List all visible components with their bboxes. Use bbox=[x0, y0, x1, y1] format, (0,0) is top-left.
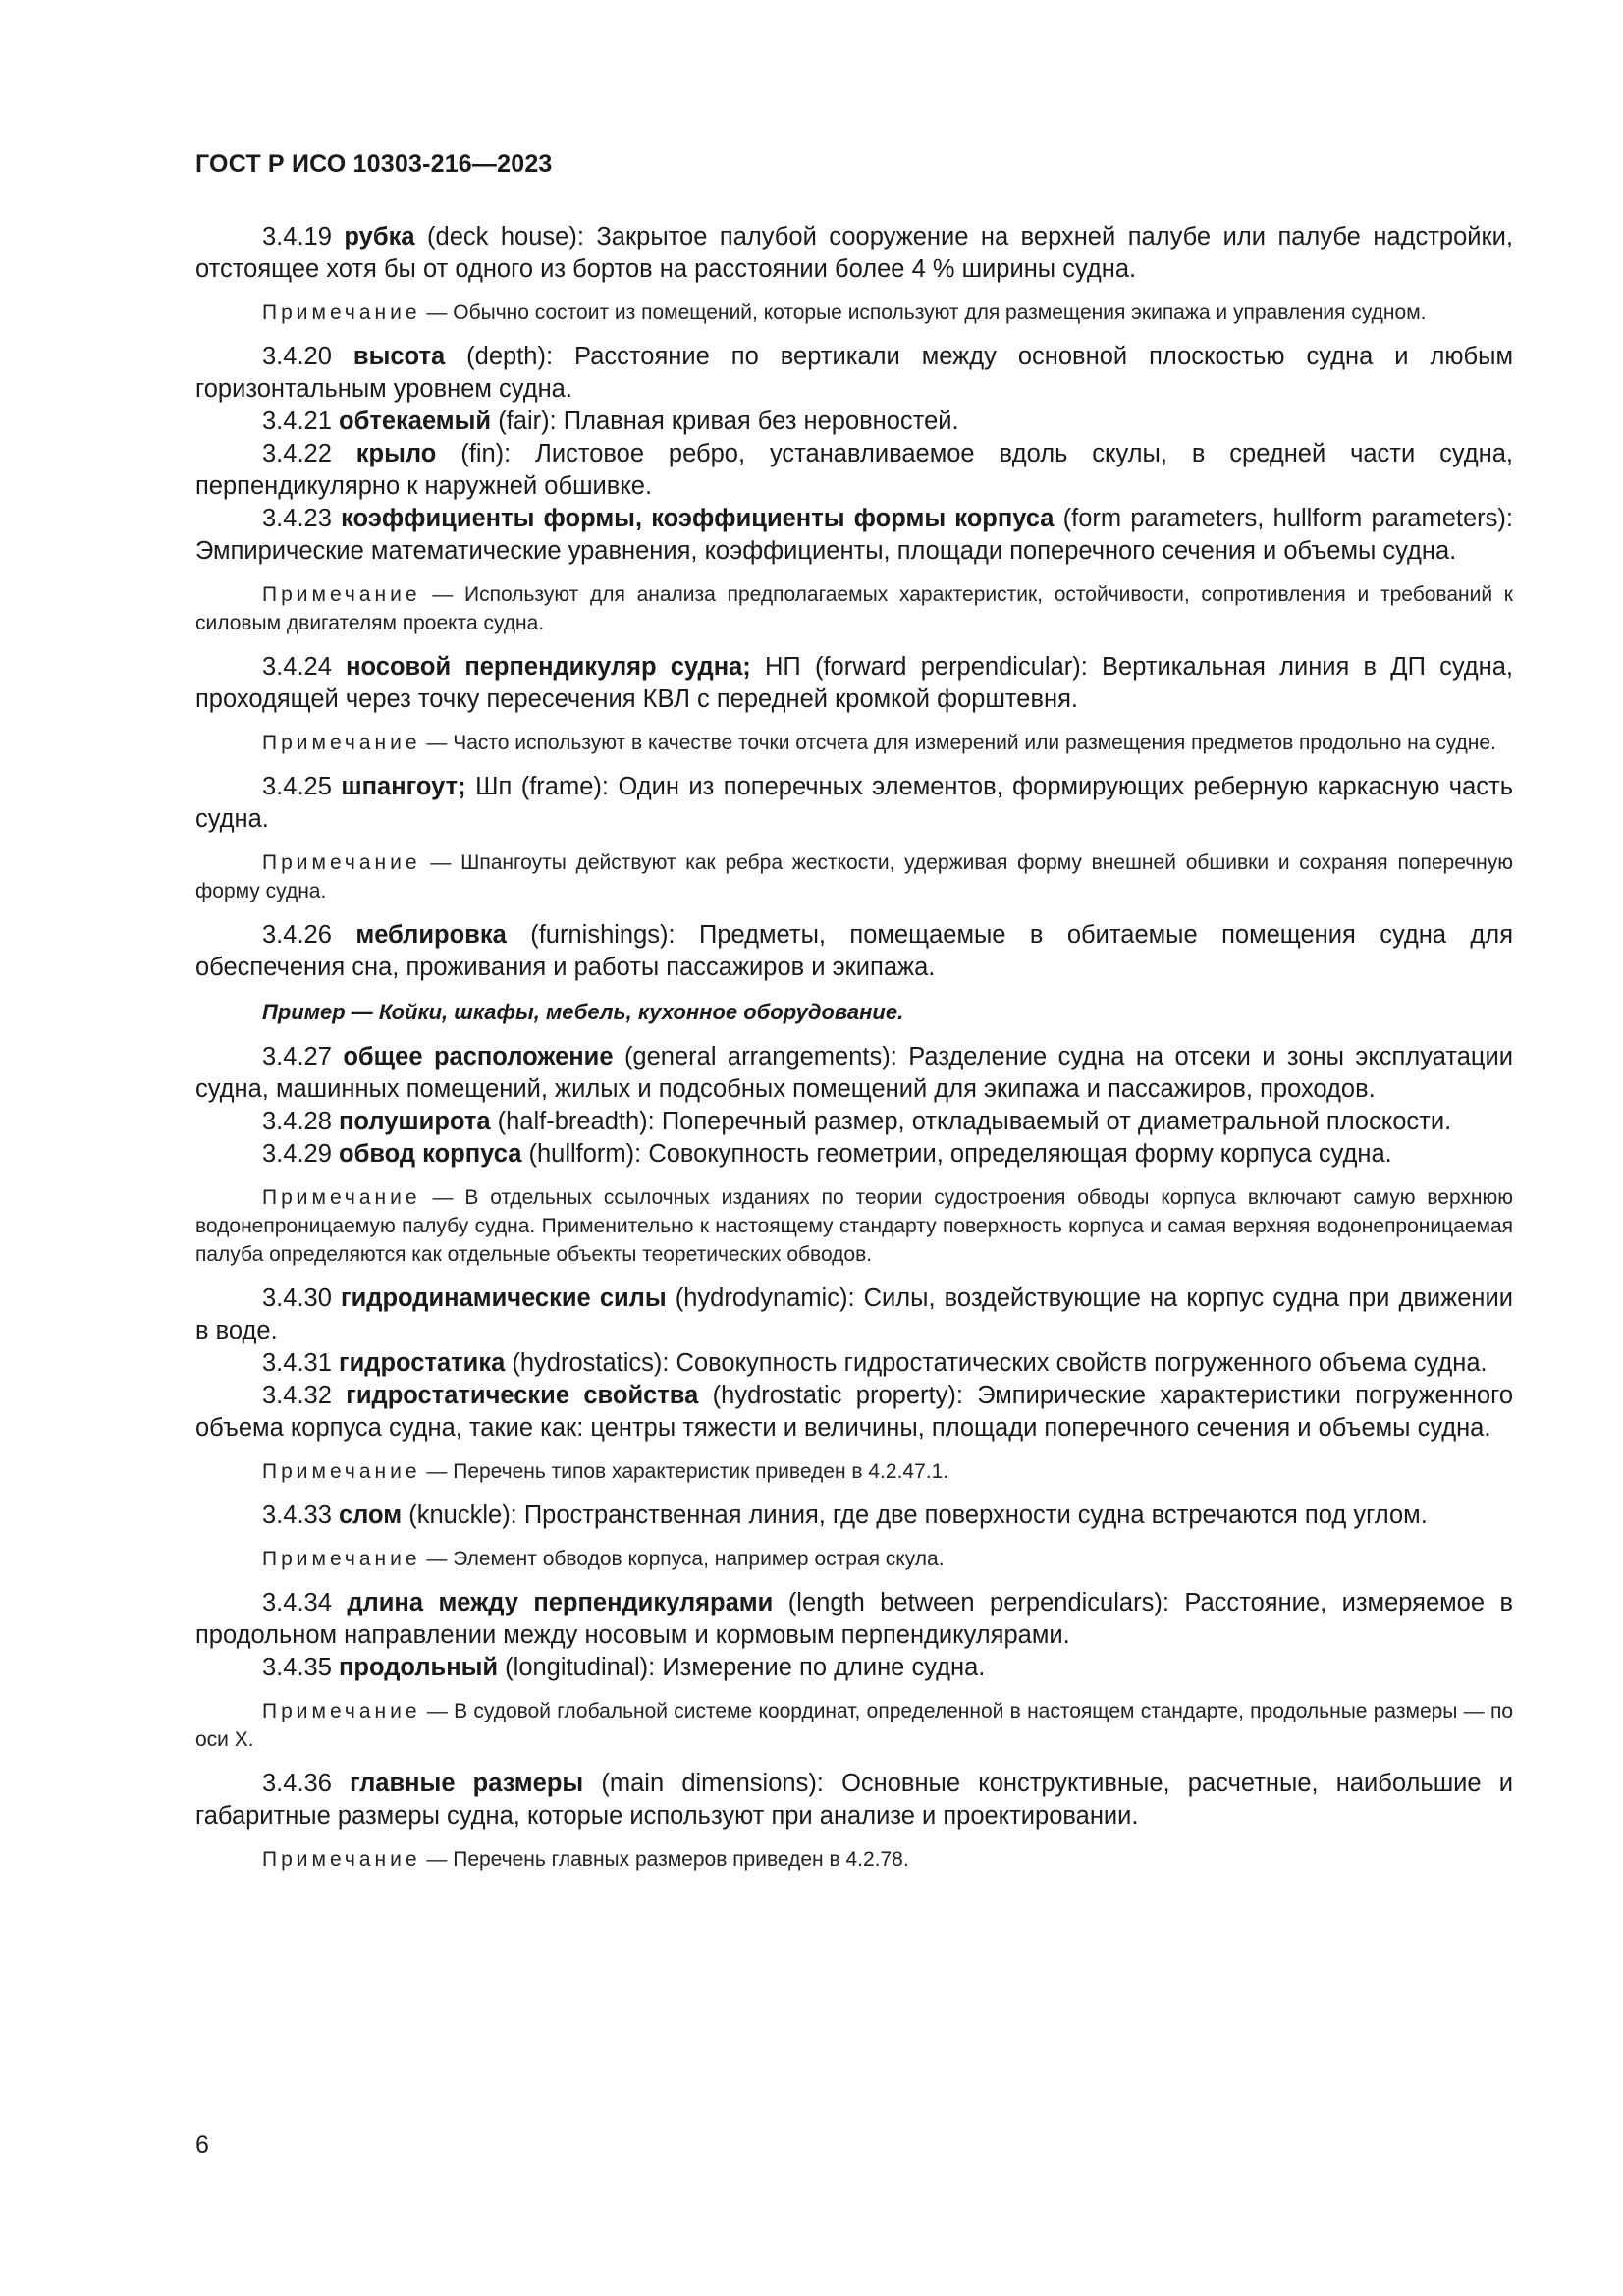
standard-header: ГОСТ Р ИСО 10303-216—2023 bbox=[195, 150, 553, 178]
term-name: гидростатические свойства bbox=[346, 1382, 699, 1409]
note-label: Примечание bbox=[262, 1460, 421, 1483]
term-definition: (length between perpendiculars): Расстояние, измеряемое в продольном направлении между носовым и кормовым перпендикулярами. bbox=[195, 1589, 1514, 1649]
term-number: 3.4.35 bbox=[262, 1654, 332, 1681]
term-entry bbox=[195, 1587, 1513, 1652]
term-definition: (half-breadth): Поперечный размер, откладываемый от диаметральной плоскости. bbox=[490, 1108, 1452, 1135]
term-number: 3.4.30 bbox=[262, 1285, 332, 1312]
term-name: высота bbox=[352, 343, 446, 370]
term-definition: (deck house): Закрытое палубой сооружение на верхней палубе или палубе надстройки, отстоящее хотя бы от одного из бортов на расстоянии более 4 % ширины судна. bbox=[195, 223, 1514, 283]
note-text: — Перечень типов характеристик приведен в 4.2.47.1. bbox=[420, 1460, 949, 1483]
term-entry bbox=[195, 1138, 1513, 1171]
term-number: 3.4.28 bbox=[262, 1108, 332, 1135]
term-name: слом bbox=[339, 1502, 403, 1529]
note bbox=[195, 729, 1513, 757]
term-name: коэффициенты формы, коэффициенты формы корпуса bbox=[341, 505, 1055, 532]
term-definition: (hullform): Совокупность геометрии, определяющая форму корпуса судна. bbox=[521, 1140, 1392, 1168]
term-definition: (depth): Расстояние по вертикали между основной плоскостью судна и любым горизонтальным уровнем судна. bbox=[195, 343, 1513, 403]
term-number: 3.4.19 bbox=[262, 223, 332, 250]
note bbox=[195, 299, 1513, 327]
term-definition: Шп (frame): Один из поперечных элементов, формирующих реберную каркасную часть судна. bbox=[195, 773, 1513, 833]
term-entry bbox=[195, 341, 1513, 406]
note-text: — В судовой глобальной системе координат, определенной в настоящем стандарте, продольные размеры — по оси X. bbox=[195, 1700, 1513, 1751]
term-definition: (general arrangements): Разделение судна на отсеки и зоны эксплуатации судна, машинных помещений, жилых и подсобных помещений для экипажа и пассажиров, проходов. bbox=[195, 1043, 1513, 1103]
note-text: — Шпангоуты действуют как ребра жесткости, удерживая форму внешней обшивки и сохраняя поперечную форму судна. bbox=[195, 851, 1513, 902]
term-entry bbox=[195, 503, 1513, 568]
term-name: меблировка bbox=[355, 921, 507, 949]
term-entry bbox=[195, 1652, 1513, 1684]
term-entry bbox=[195, 1380, 1513, 1445]
term-entry bbox=[195, 1768, 1513, 1832]
term-name: общее расположение bbox=[343, 1043, 614, 1070]
term-number: 3.4.20 bbox=[262, 343, 332, 370]
term-definition: (hydrostatics): Совокупность гидростатических свойств погруженного объема судна. bbox=[505, 1349, 1488, 1377]
note-text: — Используют для анализа предполагаемых характеристик, остойчивости, сопротивления и требований к силовым двигателям проекта судна. bbox=[195, 583, 1513, 634]
term-definition: (main dimensions): Основные конструктивные, расчетные, наибольшие и габаритные размеры судна, которые используют при анализе и проектировании. bbox=[195, 1770, 1514, 1830]
term-definition: (fin): Листовое ребро, устанавливаемое вдоль скулы, в средней части судна, перпендикулярно к наружней обшивке. bbox=[195, 440, 1513, 500]
note bbox=[195, 1545, 1513, 1573]
term-definition: (furnishings): Предметы, помещаемые в обитаемые помещения судна для обеспечения сна, проживания и работы пассажиров и экипажа. bbox=[195, 921, 1513, 981]
example bbox=[195, 998, 1513, 1027]
term-definition: (hydrostatic property): Эмпирические характеристики погруженного объема корпуса судна, такие как: центры тяжести и величины, площади поперечного сечения и объемы судна. bbox=[195, 1382, 1514, 1442]
page-number: 6 bbox=[195, 2131, 209, 2159]
term-definition: НП (forward perpendicular): Вертикальная линия в ДП судна, проходящей через точку пересечения КВЛ с передней кромкой форштевня. bbox=[195, 653, 1513, 713]
term-name: рубка bbox=[344, 223, 415, 250]
note bbox=[195, 580, 1513, 637]
term-entry bbox=[195, 771, 1513, 836]
note-text: — В отдельных ссылочных изданиях по теории судостроения обводы корпуса включают самую верхнюю водонепроницаемую палубу судна. Применительно к настоящему стандарту поверхность корпуса и самая верхняя водонепроницаемая палуба определяются как отдельные объекты теоретических обводов. bbox=[195, 1186, 1513, 1266]
term-entry bbox=[195, 1500, 1513, 1532]
term-number: 3.4.29 bbox=[262, 1140, 332, 1168]
term-entry bbox=[195, 406, 1513, 438]
note bbox=[195, 1697, 1513, 1754]
term-number: 3.4.32 bbox=[262, 1382, 332, 1409]
term-number: 3.4.22 bbox=[262, 440, 332, 467]
term-definition: (hydrodynamic): Силы, воздействующие на корпус судна при движении в воде. bbox=[195, 1285, 1513, 1344]
term-name: обвод корпуса bbox=[339, 1140, 522, 1168]
term-entry bbox=[195, 1347, 1513, 1380]
note-label: Примечание bbox=[262, 851, 421, 874]
note-text: — Обычно состоит из помещений, которые используют для размещения экипажа и управления судном. bbox=[420, 301, 1427, 324]
note-label: Примечание bbox=[262, 1548, 421, 1570]
term-name: продольный bbox=[339, 1654, 499, 1681]
note bbox=[195, 1845, 1513, 1874]
term-definition: (longitudinal): Измерение по длине судна. bbox=[498, 1654, 986, 1681]
term-entry bbox=[195, 438, 1513, 503]
term-name: полуширота bbox=[339, 1108, 491, 1135]
term-name: главные размеры bbox=[350, 1770, 584, 1797]
term-entry bbox=[195, 651, 1513, 716]
note-label: Примечание bbox=[262, 1186, 421, 1209]
term-entry bbox=[195, 919, 1513, 984]
term-name: шпангоут; bbox=[341, 773, 466, 800]
term-name: длина между перпендикулярами bbox=[347, 1589, 774, 1616]
term-definition: (form parameters, hullform parameters): Эмпирические математические уравнения, коэффициенты, площади поперечного сечения и объемы судна. bbox=[195, 505, 1513, 565]
note bbox=[195, 848, 1513, 905]
term-number: 3.4.24 bbox=[262, 653, 332, 681]
term-entry bbox=[195, 1283, 1513, 1347]
term-entry bbox=[195, 221, 1513, 286]
example-text: — Койки, шкафы, мебель, кухонное оборудование. bbox=[345, 1000, 904, 1024]
term-number: 3.4.26 bbox=[262, 921, 332, 949]
note-label: Примечание bbox=[262, 1700, 421, 1722]
term-number: 3.4.31 bbox=[262, 1349, 332, 1377]
note-label: Примечание bbox=[262, 301, 421, 324]
term-name: гидростатика bbox=[339, 1349, 506, 1377]
term-number: 3.4.21 bbox=[262, 408, 332, 435]
note-label: Примечание bbox=[262, 1848, 421, 1871]
term-number: 3.4.33 bbox=[262, 1502, 332, 1529]
example-label: Пример bbox=[262, 1000, 346, 1024]
note-text: — Элемент обводов корпуса, например острая скула. bbox=[420, 1548, 945, 1570]
term-definition: (knuckle): Пространственная линия, где две поверхности судна встречаются под углом. bbox=[402, 1502, 1428, 1529]
term-entry bbox=[195, 1041, 1513, 1106]
term-number: 3.4.23 bbox=[262, 505, 332, 532]
term-definition: (fair): Плавная кривая без неровностей. bbox=[491, 408, 959, 435]
term-number: 3.4.25 bbox=[262, 773, 332, 800]
term-number: 3.4.34 bbox=[262, 1589, 332, 1616]
term-name: носовой перпендикуляр судна; bbox=[346, 653, 751, 681]
term-number: 3.4.27 bbox=[262, 1043, 332, 1070]
document-body bbox=[195, 221, 1513, 1886]
term-name: крыло bbox=[355, 440, 437, 467]
note-text: — Часто используют в качестве точки отсчета для измерений или размещения предметов продольно на судне. bbox=[420, 732, 1496, 754]
term-name: гидродинамические силы bbox=[341, 1285, 667, 1312]
note bbox=[195, 1457, 1513, 1486]
note bbox=[195, 1183, 1513, 1269]
term-name: обтекаемый bbox=[339, 408, 492, 435]
term-entry bbox=[195, 1106, 1513, 1138]
note-text: — Перечень главных размеров приведен в 4.2.78. bbox=[420, 1848, 909, 1871]
note-label: Примечание bbox=[262, 583, 421, 606]
note-label: Примечание bbox=[262, 732, 421, 754]
term-number: 3.4.36 bbox=[262, 1770, 332, 1797]
